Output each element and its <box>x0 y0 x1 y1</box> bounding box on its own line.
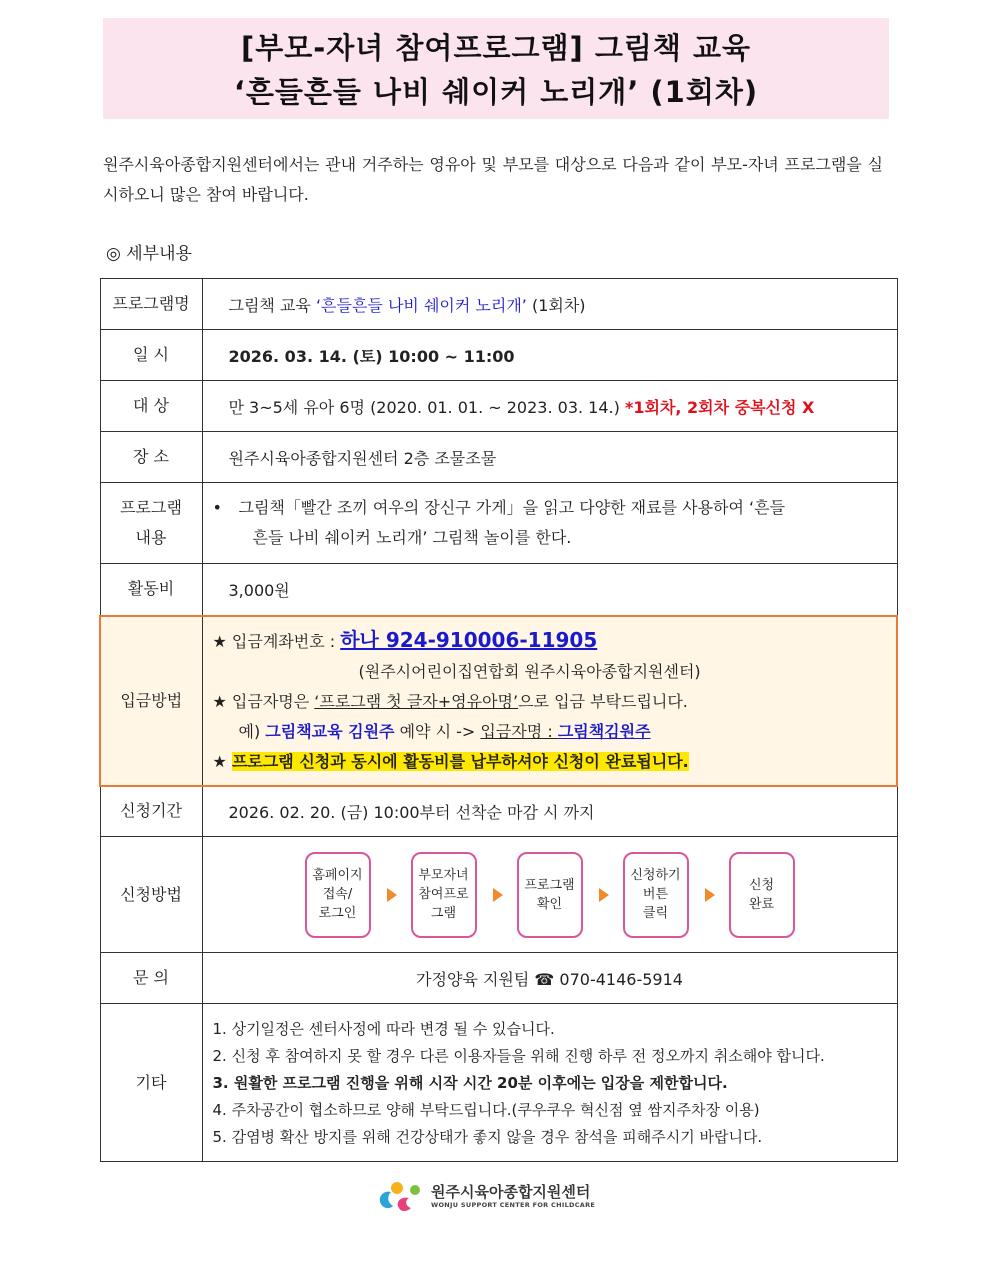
value-contact: 가정양육 지원팀 ☎ 070-4146-5914 <box>202 953 897 1004</box>
payment-example-label: 입금자명 : <box>480 721 558 741</box>
value-program-name <box>202 279 897 330</box>
center-logo-icon <box>375 1178 427 1214</box>
payment-name-rule-line <box>213 687 897 717</box>
row-fee <box>100 564 897 616</box>
label-etc: 기타 <box>100 1004 202 1162</box>
payment-notice-line <box>213 747 897 777</box>
section-heading: ◎ 세부내용 <box>106 244 192 264</box>
arrow-right-icon <box>493 888 503 902</box>
row-target <box>100 381 897 432</box>
step-homepage-login: 홈페이지 접속/ 로그인 <box>305 852 371 938</box>
payment-account-label: 입금계좌번호 : <box>226 631 341 651</box>
arrow-right-icon <box>387 888 397 902</box>
title-line-1: [부모-자녀 참여프로그램] 그림책 교육 <box>240 31 752 65</box>
footer-center-name: 원주시육아종합지원센터 <box>431 1183 591 1201</box>
value-datetime: 2026. 03. 14. (토) 10:00 ~ 11:00 <box>202 330 897 381</box>
payment-example-name: 그림책김원주 <box>557 721 651 741</box>
program-name-prefix: 그림책 교육 <box>228 295 316 315</box>
label-target: 대 상 <box>100 381 202 432</box>
value-period: 2026. 02. 20. (금) 10:00부터 선착순 마감 시 까지 <box>202 786 897 837</box>
row-payment <box>100 616 897 786</box>
row-etc <box>100 1004 897 1162</box>
arrow-right-icon <box>599 888 609 902</box>
payment-example-prefix: 예) <box>238 721 266 741</box>
label-content-line-2: 내용 <box>135 528 167 547</box>
payment-account-holder: (원주시어린이집연합회 원주시육아종합지원센터) <box>358 661 701 681</box>
intro-text: 원주시육아종합지원센터에서는 관내 거주하는 영유아 및 부모를 대상으로 다음과 같이 부모-자녀 프로그램을 실시하오니 많은 참여 바랍니다. <box>103 155 883 204</box>
payment-example-line <box>213 717 897 747</box>
program-name-suffix: (1회차) <box>526 295 586 315</box>
content-line-2: 흔들 나비 쉐이커 노리개’ 그림책 놀이를 한다. <box>252 528 572 547</box>
application-flow <box>203 840 897 950</box>
value-target <box>202 381 897 432</box>
step-parent-child-program: 부모자녀 참여프로 그램 <box>411 852 477 938</box>
row-content <box>100 483 897 564</box>
title-line-2: ‘흔들흔들 나비 쉐이커 노리개’ (1회차) <box>233 75 759 109</box>
program-name-title: ‘흔들흔들 나비 쉐이커 노리개’ <box>315 295 527 315</box>
payment-name-rule-suffix: 으로 입금 부탁드립니다. <box>518 691 688 711</box>
arrow-right-icon <box>705 888 715 902</box>
row-contact <box>100 953 897 1004</box>
step-click-apply: 신청하기 버튼 클릭 <box>623 852 689 938</box>
label-period: 신청기간 <box>100 786 202 837</box>
row-method <box>100 837 897 953</box>
label-payment: 입금방법 <box>100 616 202 786</box>
star-icon: ★ <box>212 751 227 771</box>
step-complete: 신청 완료 <box>729 852 795 938</box>
content-bullet: • <box>212 498 222 517</box>
footer-logo <box>375 1178 595 1214</box>
step-program-check: 프로그램 확인 <box>517 852 583 938</box>
etc-item-5: 5. 감염병 확산 방지를 위해 건강상태가 좋지 않을 경우 참석을 피해주시기 바랍니다. <box>212 1128 763 1146</box>
footer-center-sub: WONJU SUPPORT CENTER FOR CHILDCARE <box>431 1201 596 1209</box>
payment-example-case: 그림책교육 김원주 <box>265 721 395 741</box>
value-method <box>202 837 897 953</box>
label-program-name: 프로그램명 <box>100 279 202 330</box>
value-payment <box>202 616 897 786</box>
star-icon: ★ <box>212 631 227 651</box>
row-datetime <box>100 330 897 381</box>
value-etc <box>202 1004 897 1162</box>
star-icon: ★ <box>212 691 227 711</box>
target-text: 만 3~5세 유아 6명 (2020. 01. 01. ~ 2023. 03. 14.) <box>228 397 625 417</box>
label-fee: 활동비 <box>100 564 202 616</box>
footer-text <box>431 1183 595 1209</box>
detail-table <box>99 278 898 1162</box>
label-content-line-1: 프로그램 <box>120 498 182 517</box>
payment-account-number: 하나 924-910006-11905 <box>340 627 598 652</box>
label-datetime: 일 시 <box>100 330 202 381</box>
label-content <box>100 483 202 564</box>
payment-account-line <box>213 625 897 657</box>
payment-example-mid: 예약 시 -> <box>394 721 481 741</box>
value-content <box>202 483 897 564</box>
payment-name-rule-prefix: 입금자명은 <box>226 691 315 711</box>
label-place: 장 소 <box>100 432 202 483</box>
etc-item-2: 2. 신청 후 참여하지 못 할 경우 다른 이용자들을 위해 진행 하루 전 정오까지 취소해야 합니다. <box>212 1047 825 1065</box>
row-period <box>100 786 897 837</box>
row-place <box>100 432 897 483</box>
value-fee: 3,000원 <box>202 564 897 616</box>
etc-item-3: 3. 원활한 프로그램 진행을 위해 시작 시간 20분 이후에는 입장을 제한합니다. <box>212 1074 728 1092</box>
label-method: 신청방법 <box>100 837 202 953</box>
row-program-name <box>100 279 897 330</box>
etc-item-4: 4. 주차공간이 협소하므로 양해 부탁드립니다.(쿠우쿠우 혁신점 옆 쌈지주차장 이용) <box>212 1101 760 1119</box>
label-contact: 문 의 <box>100 953 202 1004</box>
target-warning: *1회차, 2회차 중복신청 X <box>624 397 815 417</box>
title-banner <box>103 18 889 119</box>
payment-name-rule: ‘프로그램 첫 글자+영유아명’ <box>314 691 519 711</box>
value-place: 원주시육아종합지원센터 2층 조물조물 <box>202 432 897 483</box>
etc-item-1: 1. 상기일정은 센터사정에 따라 변경 될 수 있습니다. <box>212 1020 555 1038</box>
content-line-1: 그림책「빨간 조끼 여우의 장신구 가게」을 읽고 다양한 재료를 사용하여 ‘흔들 <box>238 498 786 517</box>
payment-notice: 프로그램 신청과 동시에 활동비를 납부하셔야 신청이 완료됩니다. <box>231 751 689 771</box>
